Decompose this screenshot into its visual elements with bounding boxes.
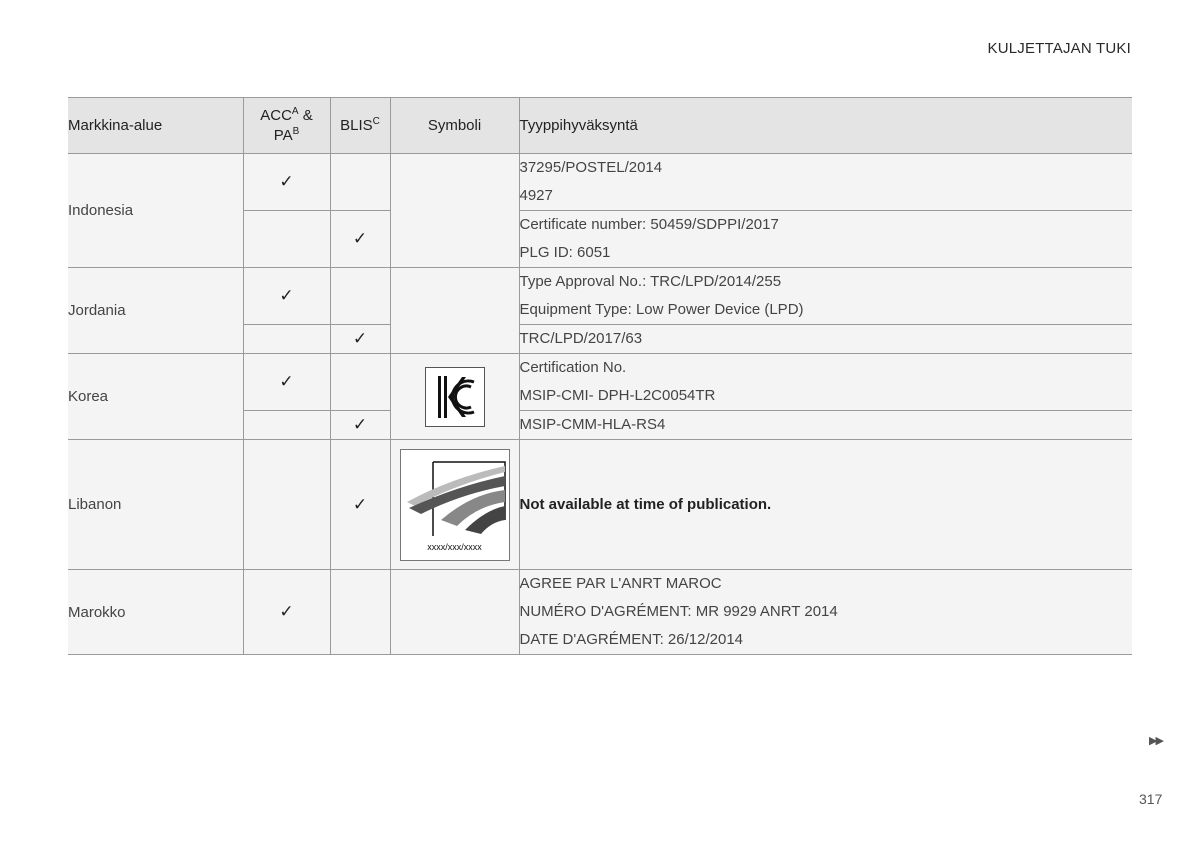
approval-line: AGREE PAR L'ANRT MAROC <box>519 575 722 592</box>
symbol-cell <box>390 570 519 655</box>
approval-line: TRC/LPD/2017/63 <box>519 330 643 347</box>
symbol-cell <box>390 154 519 268</box>
approval-line: 37295/POSTEL/2014 <box>519 159 663 176</box>
approval-cell <box>519 154 1132 211</box>
approval-line: NUMÉRO D'AGRÉMENT: MR 9929 ANRT 2014 <box>519 603 838 620</box>
empty-cell <box>243 440 330 570</box>
symbol-cell <box>390 268 519 354</box>
acc-check-mark: ✓ <box>243 570 330 655</box>
empty-cell <box>330 570 390 655</box>
market-cell: Indonesia <box>68 154 243 268</box>
header-acc-pa <box>243 98 330 154</box>
approval-line: Equipment Type: Low Power Device (LPD) <box>519 301 804 318</box>
header-market: Markkina-alue <box>68 98 243 154</box>
type-approval-table <box>68 97 1132 655</box>
table-row <box>68 440 1132 570</box>
table-row <box>68 268 1132 325</box>
header-acc-footnote: A <box>291 105 299 117</box>
table-row <box>68 570 1132 655</box>
approval-cell <box>519 268 1132 325</box>
empty-cell <box>243 211 330 268</box>
acc-check-mark: ✓ <box>243 268 330 325</box>
empty-cell <box>330 154 390 211</box>
empty-cell <box>330 268 390 325</box>
approval-line: PLG ID: 6051 <box>519 244 611 261</box>
table-row <box>68 154 1132 211</box>
lebanon-tra-logo-icon <box>400 449 510 561</box>
market-cell: Libanon <box>68 440 243 570</box>
approval-cell <box>519 440 1132 570</box>
header-blis-label: BLIS <box>340 116 373 134</box>
symbol-cell <box>390 354 519 440</box>
header-acc: ACC <box>260 106 292 124</box>
approval-cell <box>519 325 1132 354</box>
table-row <box>68 354 1132 411</box>
acc-check-mark: ✓ <box>243 154 330 211</box>
page-number: 317 <box>1139 791 1163 807</box>
header-pa-footnote: B <box>292 125 300 137</box>
acc-check-mark: ✓ <box>243 354 330 411</box>
section-title: KULJETTAJAN TUKI <box>987 40 1131 57</box>
empty-cell <box>243 411 330 440</box>
header-acc-amp: & <box>298 106 313 124</box>
approval-line: Type Approval No.: TRC/LPD/2014/255 <box>519 273 782 290</box>
approval-line: MSIP-CMM-HLA-RS4 <box>519 416 666 433</box>
approval-line: Certificate number: 50459/SDPPI/2017 <box>519 216 779 233</box>
approval-line: Certification No. <box>519 359 627 376</box>
next-page-arrows-icon[interactable]: ▶▶ <box>1149 735 1162 747</box>
blis-check-mark: ✓ <box>330 211 390 268</box>
approval-line: MSIP-CMI- DPH-L2C0054TR <box>519 387 716 404</box>
table-header-row <box>68 98 1132 154</box>
approval-text: Not available at time of publication. <box>519 496 772 513</box>
symbol-cell <box>390 440 519 570</box>
approval-line: DATE D'AGRÉMENT: 26/12/2014 <box>519 631 744 648</box>
market-cell: Marokko <box>68 570 243 655</box>
approval-line: 4927 <box>519 187 553 204</box>
header-blis-footnote: C <box>372 115 380 127</box>
kc-certification-icon <box>425 367 485 427</box>
empty-cell <box>330 354 390 411</box>
blis-check-mark: ✓ <box>330 411 390 440</box>
empty-cell <box>243 325 330 354</box>
market-cell: Korea <box>68 354 243 440</box>
approval-cell <box>519 570 1132 655</box>
approval-cell <box>519 211 1132 268</box>
blis-check-mark: ✓ <box>330 325 390 354</box>
market-cell: Jordania <box>68 268 243 354</box>
approval-cell <box>519 411 1132 440</box>
blis-check-mark: ✓ <box>330 440 390 570</box>
symbol-caption: xxxx/xxx/xxxx <box>427 541 482 552</box>
header-blis <box>330 98 390 154</box>
header-pa: PA <box>273 126 293 144</box>
header-approval: Tyyppihyväksyntä <box>519 98 1132 154</box>
header-symbol: Symboli <box>390 98 519 154</box>
approval-cell <box>519 354 1132 411</box>
